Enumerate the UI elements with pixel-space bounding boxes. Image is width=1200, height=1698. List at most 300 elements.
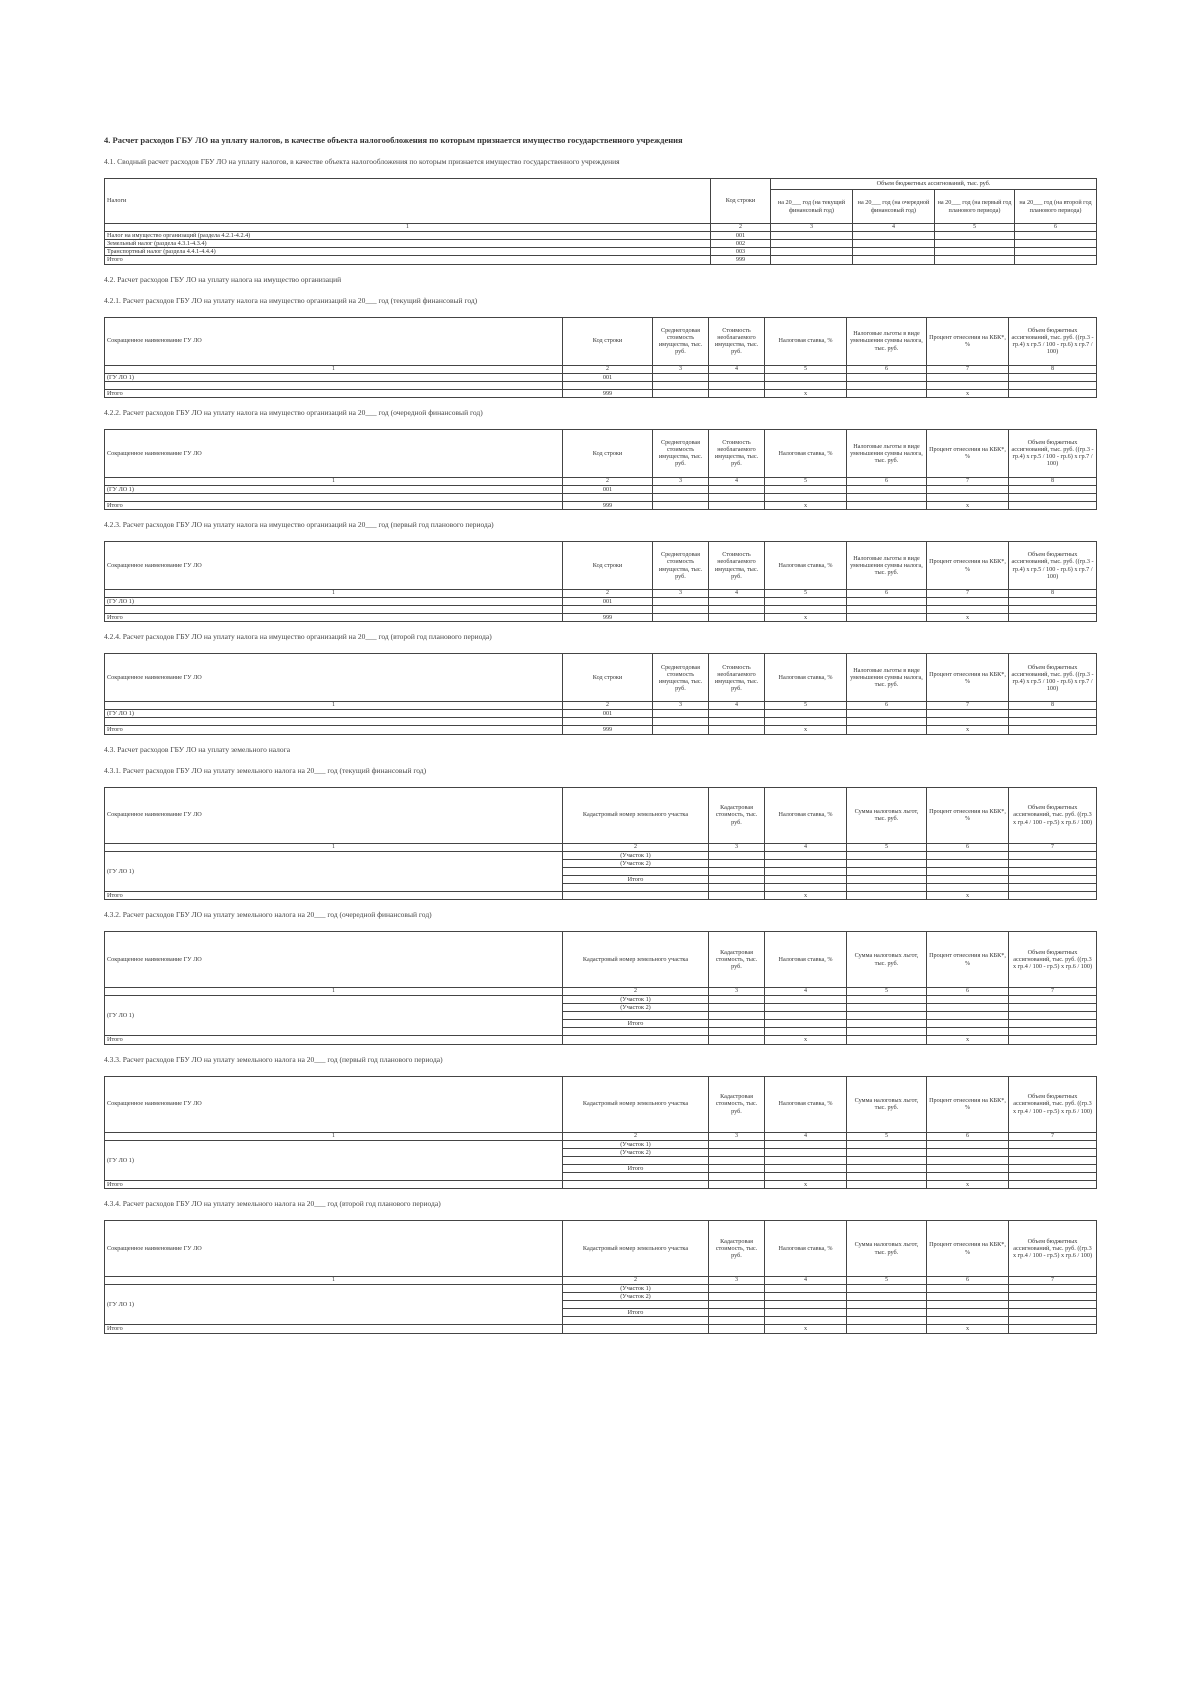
x-mark: x bbox=[765, 501, 847, 509]
row-code: 001 bbox=[711, 232, 771, 240]
col-header-name: Сокращенное наименование ГУ ЛО bbox=[105, 787, 563, 843]
land-tax-table bbox=[104, 787, 1097, 901]
value-cell[interactable] bbox=[1009, 389, 1097, 397]
col-header-3: Среднегодовая стоимость имущества, тыс. руб. bbox=[653, 542, 709, 590]
col-num: 1 bbox=[105, 1132, 563, 1140]
table-row-total bbox=[105, 614, 1097, 622]
value-cell[interactable] bbox=[847, 851, 927, 859]
col-header-6: Налоговые льготы в виде уменьшения суммы налога, тыс. руб. bbox=[847, 654, 927, 702]
value-cell[interactable] bbox=[847, 710, 927, 718]
col-num: 4 bbox=[709, 702, 765, 710]
col-num: 6 bbox=[927, 988, 1009, 996]
col-header-5: Сумма налоговых льгот, тыс. руб. bbox=[847, 932, 927, 988]
value-cell[interactable] bbox=[1009, 373, 1097, 381]
value-cell[interactable] bbox=[927, 1293, 1009, 1301]
value-cell[interactable] bbox=[1009, 891, 1097, 899]
row-label: Итого bbox=[105, 256, 711, 264]
value-cell[interactable] bbox=[709, 726, 765, 734]
col-num: 7 bbox=[1009, 988, 1097, 996]
col-header-name: Сокращенное наименование ГУ ЛО bbox=[105, 654, 563, 702]
row-code: 001 bbox=[563, 598, 653, 606]
col-num: 1 bbox=[105, 477, 563, 485]
col-header-2: Кадастровый номер земельного участка bbox=[563, 1076, 709, 1132]
col-header-5: Сумма налоговых льгот, тыс. руб. bbox=[847, 1076, 927, 1132]
column-numbers-row bbox=[105, 702, 1097, 710]
value-cell[interactable] bbox=[1009, 1020, 1097, 1028]
total-label: Итого bbox=[105, 501, 563, 509]
value-cell[interactable] bbox=[1009, 1180, 1097, 1188]
x-mark: x bbox=[765, 891, 847, 899]
value-cell[interactable] bbox=[765, 1293, 847, 1301]
col-header-2: Кадастровый номер земельного участка bbox=[563, 932, 709, 988]
value-cell[interactable] bbox=[653, 501, 709, 509]
col-num: 5 bbox=[847, 988, 927, 996]
plot-label: (Участок 1) bbox=[563, 851, 709, 859]
value-cell[interactable] bbox=[765, 1020, 847, 1028]
col-num: 4 bbox=[709, 590, 765, 598]
org-name: (ГУ ЛО 1) bbox=[105, 1285, 563, 1325]
value-cell[interactable] bbox=[709, 1293, 765, 1301]
value-cell[interactable] bbox=[765, 996, 847, 1004]
land-tax-table bbox=[104, 1076, 1097, 1190]
value-cell[interactable] bbox=[653, 389, 709, 397]
value-cell[interactable] bbox=[653, 598, 709, 606]
row-code: 001 bbox=[563, 485, 653, 493]
col-header-7: Объем бюджетных ассигнований, тыс. руб. ((гр.3 x гр.4 / 100 - гр.5) x гр.6 / 100) bbox=[1009, 932, 1097, 988]
value-cell[interactable] bbox=[709, 859, 765, 867]
plot-label: (Участок 2) bbox=[563, 859, 709, 867]
value-cell[interactable] bbox=[709, 614, 765, 622]
col-num: 6 bbox=[847, 477, 927, 485]
col-header-4: на 20___ год (на очередной финансовый год) bbox=[853, 190, 935, 224]
value-cell[interactable] bbox=[847, 1180, 927, 1188]
value-cell[interactable] bbox=[847, 1148, 927, 1156]
value-cell[interactable] bbox=[1009, 598, 1097, 606]
value-cell[interactable] bbox=[935, 232, 1015, 240]
col-header-4: Налоговая ставка, % bbox=[765, 787, 847, 843]
value-cell[interactable] bbox=[709, 875, 765, 883]
table-row-total bbox=[105, 389, 1097, 397]
col-num: 7 bbox=[1009, 843, 1097, 851]
x-mark: x bbox=[765, 1325, 847, 1333]
total-label: Итого bbox=[105, 891, 563, 899]
col-header-3: на 20___ год (на текущий финансовый год) bbox=[771, 190, 853, 224]
col-header-7: Объем бюджетных ассигнований, тыс. руб. ((гр.3 x гр.4 / 100 - гр.5) x гр.6 / 100) bbox=[1009, 1076, 1097, 1132]
col-num: 3 bbox=[709, 843, 765, 851]
value-cell[interactable] bbox=[927, 1004, 1009, 1012]
value-cell[interactable] bbox=[653, 485, 709, 493]
col-header-6: Процент отнесения на КБК*, % bbox=[927, 1221, 1009, 1277]
col-header-8: Объем бюджетных ассигнований, тыс. руб. ((гр.3 - гр.4) x гр.5 / 100 - гр.6) x гр.7 / 100) bbox=[1009, 542, 1097, 590]
value-cell[interactable] bbox=[847, 1325, 927, 1333]
value-cell[interactable] bbox=[927, 1148, 1009, 1156]
value-cell[interactable] bbox=[653, 614, 709, 622]
value-cell[interactable] bbox=[927, 875, 1009, 883]
column-numbers-row bbox=[105, 843, 1097, 851]
value-cell[interactable] bbox=[847, 373, 927, 381]
value-cell[interactable] bbox=[1009, 1309, 1097, 1317]
col-num: 1 bbox=[105, 224, 711, 232]
value-cell[interactable] bbox=[1009, 1325, 1097, 1333]
table-row-total bbox=[105, 1036, 1097, 1044]
value-cell[interactable] bbox=[709, 1004, 765, 1012]
value-cell[interactable] bbox=[709, 1285, 765, 1293]
value-cell[interactable] bbox=[1009, 996, 1097, 1004]
value-cell[interactable] bbox=[847, 891, 927, 899]
value-cell[interactable] bbox=[927, 1164, 1009, 1172]
col-header-name: Сокращенное наименование ГУ ЛО bbox=[105, 932, 563, 988]
value-cell[interactable] bbox=[847, 1309, 927, 1317]
row-label: Налог на имущество организаций (раздела 4.2.1-4.2.4) bbox=[105, 232, 711, 240]
value-cell[interactable] bbox=[847, 598, 927, 606]
col-header-3: Среднегодовая стоимость имущества, тыс. руб. bbox=[653, 429, 709, 477]
col-header-name: Сокращенное наименование ГУ ЛО bbox=[105, 429, 563, 477]
value-cell[interactable] bbox=[709, 891, 765, 899]
col-num: 8 bbox=[1009, 702, 1097, 710]
value-cell[interactable] bbox=[709, 996, 765, 1004]
value-cell[interactable] bbox=[771, 240, 853, 248]
x-mark: x bbox=[927, 1325, 1009, 1333]
value-cell[interactable] bbox=[847, 996, 927, 1004]
value-cell[interactable] bbox=[1009, 1293, 1097, 1301]
col-header-7: Процент отнесения на КБК*, % bbox=[927, 429, 1009, 477]
col-header-code: Код строки bbox=[563, 317, 653, 365]
value-cell[interactable] bbox=[1009, 501, 1097, 509]
value-cell[interactable] bbox=[1015, 256, 1097, 264]
row-code: 999 bbox=[563, 614, 653, 622]
col-num: 1 bbox=[105, 1277, 563, 1285]
col-num: 3 bbox=[709, 1277, 765, 1285]
col-num: 1 bbox=[105, 590, 563, 598]
col-header-name: Сокращенное наименование ГУ ЛО bbox=[105, 317, 563, 365]
value-cell[interactable] bbox=[1009, 1148, 1097, 1156]
col-header-name: Сокращенное наименование ГУ ЛО bbox=[105, 542, 563, 590]
subsection-heading: 4.3.1. Расчет расходов ГБУ ЛО на уплату земельного налога на 20___ год (текущий финансовый год) bbox=[104, 765, 427, 775]
land-tax-table bbox=[104, 931, 1097, 1045]
col-header-5: Налоговая ставка, % bbox=[765, 654, 847, 702]
value-cell[interactable] bbox=[935, 240, 1015, 248]
col-num: 3 bbox=[709, 1132, 765, 1140]
col-header-3: Кадастровая стоимость, тыс. руб. bbox=[709, 787, 765, 843]
value-cell[interactable] bbox=[1009, 1164, 1097, 1172]
col-header-5: Налоговая ставка, % bbox=[765, 317, 847, 365]
value-cell[interactable] bbox=[709, 1309, 765, 1317]
value-cell[interactable] bbox=[927, 1309, 1009, 1317]
value-cell[interactable] bbox=[1009, 614, 1097, 622]
table-row bbox=[105, 710, 1097, 718]
column-numbers-row bbox=[105, 365, 1097, 373]
total-label: Итого bbox=[105, 389, 563, 397]
section-4-3-heading: 4.3. Расчет расходов ГБУ ЛО на уплату земельного налога bbox=[104, 744, 291, 754]
plot-label: (Участок 1) bbox=[563, 1285, 709, 1293]
col-header-5: на 20___ год (на первый год планового периода) bbox=[935, 190, 1015, 224]
subsection-heading: 4.2.1. Расчет расходов ГБУ ЛО на уплату налога на имущество организаций на 20___ год (текущий финансовый год) bbox=[104, 295, 478, 305]
value-cell[interactable] bbox=[927, 851, 1009, 859]
value-cell[interactable] bbox=[927, 996, 1009, 1004]
column-numbers-row bbox=[105, 224, 1097, 232]
col-header-3: Среднегодовая стоимость имущества, тыс. руб. bbox=[653, 317, 709, 365]
subtotal-label: Итого bbox=[563, 875, 709, 883]
value-cell[interactable] bbox=[709, 710, 765, 718]
value-cell[interactable] bbox=[847, 859, 927, 867]
subtotal-label: Итого bbox=[563, 1309, 709, 1317]
col-num: 7 bbox=[1009, 1277, 1097, 1285]
col-header-6: на 20___ год (на второй год планового периода) bbox=[1015, 190, 1097, 224]
value-cell[interactable] bbox=[935, 248, 1015, 256]
table-row bbox=[105, 373, 1097, 381]
value-cell[interactable] bbox=[765, 851, 847, 859]
property-tax-table bbox=[104, 429, 1097, 510]
value-cell[interactable] bbox=[765, 1309, 847, 1317]
table-row bbox=[105, 248, 1097, 256]
value-cell[interactable] bbox=[1009, 851, 1097, 859]
col-num: 4 bbox=[765, 1277, 847, 1285]
value-cell[interactable] bbox=[765, 1285, 847, 1293]
org-name: (ГУ ЛО 1) bbox=[105, 996, 563, 1036]
col-header-group: Объем бюджетных ассигнований, тыс. руб. bbox=[771, 179, 1097, 190]
table-row bbox=[105, 493, 1097, 501]
value-cell[interactable] bbox=[927, 1140, 1009, 1148]
value-cell[interactable] bbox=[853, 232, 935, 240]
summary-table bbox=[104, 178, 1097, 265]
subtotal-label: Итого bbox=[563, 1020, 709, 1028]
col-header-5: Сумма налоговых льгот, тыс. руб. bbox=[847, 1221, 927, 1277]
subsection-heading: 4.3.2. Расчет расходов ГБУ ЛО на уплату земельного налога на 20___ год (очередной финансовый год) bbox=[104, 910, 432, 919]
col-num: 4 bbox=[765, 843, 847, 851]
row-code: 999 bbox=[563, 389, 653, 397]
table-row-total bbox=[105, 891, 1097, 899]
value-cell[interactable] bbox=[847, 485, 927, 493]
col-header-6: Процент отнесения на КБК*, % bbox=[927, 1076, 1009, 1132]
col-num: 4 bbox=[709, 365, 765, 373]
total-label: Итого bbox=[105, 1180, 563, 1188]
value-cell[interactable] bbox=[709, 1036, 765, 1044]
col-header-code: Код строки bbox=[563, 542, 653, 590]
col-header-6: Налоговые льготы в виде уменьшения суммы налога, тыс. руб. bbox=[847, 317, 927, 365]
value-cell[interactable] bbox=[709, 1148, 765, 1156]
x-mark: x bbox=[927, 614, 1009, 622]
org-name: (ГУ ЛО 1) bbox=[105, 851, 563, 891]
column-numbers-row bbox=[105, 988, 1097, 996]
row-code: 999 bbox=[711, 256, 771, 264]
value-cell[interactable] bbox=[1015, 232, 1097, 240]
col-header-3: Кадастровая стоимость, тыс. руб. bbox=[709, 1221, 765, 1277]
col-num: 8 bbox=[1009, 477, 1097, 485]
value-cell[interactable] bbox=[765, 1148, 847, 1156]
col-header-6: Налоговые льготы в виде уменьшения суммы налога, тыс. руб. bbox=[847, 542, 927, 590]
col-header-4: Стоимость необлагаемого имущества, тыс. руб. bbox=[709, 542, 765, 590]
col-num: 5 bbox=[765, 477, 847, 485]
value-cell[interactable] bbox=[765, 1164, 847, 1172]
row-label: Транспортный налог (раздела 4.4.1-4.4.4) bbox=[105, 248, 711, 256]
value-cell[interactable] bbox=[765, 1140, 847, 1148]
value-cell[interactable] bbox=[1009, 1036, 1097, 1044]
value-cell[interactable] bbox=[653, 373, 709, 381]
value-cell[interactable] bbox=[1015, 248, 1097, 256]
value-cell[interactable] bbox=[927, 485, 1009, 493]
value-cell[interactable] bbox=[847, 1293, 927, 1301]
col-header-6: Процент отнесения на КБК*, % bbox=[927, 932, 1009, 988]
col-header-7: Объем бюджетных ассигнований, тыс. руб. ((гр.3 x гр.4 / 100 - гр.5) x гр.6 / 100) bbox=[1009, 1221, 1097, 1277]
plot-label: (Участок 2) bbox=[563, 1293, 709, 1301]
value-cell[interactable] bbox=[765, 875, 847, 883]
col-num: 5 bbox=[935, 224, 1015, 232]
table-row bbox=[105, 851, 1097, 859]
value-cell[interactable] bbox=[927, 373, 1009, 381]
value-cell[interactable] bbox=[847, 1140, 927, 1148]
org-name: (ГУ ЛО 1) bbox=[105, 1140, 563, 1180]
value-cell[interactable] bbox=[1009, 875, 1097, 883]
col-header-8: Объем бюджетных ассигнований, тыс. руб. ((гр.3 - гр.4) x гр.5 / 100 - гр.6) x гр.7 / 100) bbox=[1009, 429, 1097, 477]
col-header-7: Процент отнесения на КБК*, % bbox=[927, 317, 1009, 365]
x-mark: x bbox=[765, 1036, 847, 1044]
total-label: Итого bbox=[105, 726, 563, 734]
plot-label: (Участок 1) bbox=[563, 1140, 709, 1148]
value-cell[interactable] bbox=[765, 710, 847, 718]
total-label: Итого bbox=[105, 1325, 563, 1333]
value-cell[interactable] bbox=[847, 1285, 927, 1293]
property-tax-table bbox=[104, 653, 1097, 734]
col-header-7: Объем бюджетных ассигнований, тыс. руб. ((гр.3 x гр.4 / 100 - гр.5) x гр.6 / 100) bbox=[1009, 787, 1097, 843]
value-cell[interactable] bbox=[1009, 1140, 1097, 1148]
value-cell[interactable] bbox=[709, 1164, 765, 1172]
x-mark: x bbox=[765, 614, 847, 622]
value-cell[interactable] bbox=[847, 614, 927, 622]
value-cell[interactable] bbox=[1009, 726, 1097, 734]
value-cell[interactable] bbox=[709, 389, 765, 397]
col-num: 5 bbox=[847, 1132, 927, 1140]
value-cell[interactable] bbox=[709, 1180, 765, 1188]
value-cell[interactable] bbox=[771, 248, 853, 256]
value-cell[interactable] bbox=[709, 485, 765, 493]
section-4-1-heading: 4.1. Сводный расчет расходов ГБУ ЛО на уплату налогов, в качестве объекта налогообложения по которым признается имущество государственного учреждения bbox=[104, 157, 620, 166]
col-num: 3 bbox=[653, 477, 709, 485]
value-cell[interactable] bbox=[1009, 710, 1097, 718]
column-numbers-row bbox=[105, 1277, 1097, 1285]
col-num: 4 bbox=[765, 1132, 847, 1140]
value-cell[interactable] bbox=[847, 1164, 927, 1172]
col-header-7: Процент отнесения на КБК*, % bbox=[927, 654, 1009, 702]
value-cell[interactable] bbox=[1015, 240, 1097, 248]
col-num: 2 bbox=[563, 1132, 709, 1140]
value-cell[interactable] bbox=[847, 726, 927, 734]
value-cell[interactable] bbox=[765, 1004, 847, 1012]
value-cell[interactable] bbox=[709, 1140, 765, 1148]
value-cell[interactable] bbox=[927, 859, 1009, 867]
value-cell[interactable] bbox=[765, 373, 847, 381]
value-cell[interactable] bbox=[1009, 1004, 1097, 1012]
table-row-total bbox=[105, 1325, 1097, 1333]
value-cell[interactable] bbox=[709, 373, 765, 381]
value-cell[interactable] bbox=[709, 1020, 765, 1028]
property-tax-table bbox=[104, 541, 1097, 622]
col-header-5: Сумма налоговых льгот, тыс. руб. bbox=[847, 787, 927, 843]
value-cell[interactable] bbox=[853, 240, 935, 248]
table-row bbox=[105, 381, 1097, 389]
org-name: (ГУ ЛО 1) bbox=[105, 710, 563, 718]
value-cell[interactable] bbox=[765, 485, 847, 493]
table-row-total bbox=[105, 726, 1097, 734]
value-cell[interactable] bbox=[653, 710, 709, 718]
value-cell[interactable] bbox=[853, 248, 935, 256]
value-cell[interactable] bbox=[935, 256, 1015, 264]
value-cell[interactable] bbox=[771, 256, 853, 264]
x-mark: x bbox=[927, 389, 1009, 397]
col-header-code: Код строки bbox=[563, 429, 653, 477]
value-cell[interactable] bbox=[1009, 485, 1097, 493]
col-header-6: Налоговые льготы в виде уменьшения суммы налога, тыс. руб. bbox=[847, 429, 927, 477]
col-num: 2 bbox=[563, 477, 653, 485]
row-code: 999 bbox=[563, 726, 653, 734]
col-num: 2 bbox=[563, 843, 709, 851]
col-num: 1 bbox=[105, 988, 563, 996]
property-tax-tables bbox=[104, 296, 1096, 735]
col-num: 5 bbox=[765, 702, 847, 710]
col-header-4: Налоговая ставка, % bbox=[765, 932, 847, 988]
value-cell[interactable] bbox=[847, 1036, 927, 1044]
col-num: 6 bbox=[927, 843, 1009, 851]
x-mark: x bbox=[927, 891, 1009, 899]
value-cell[interactable] bbox=[1009, 1285, 1097, 1293]
table-row bbox=[105, 1285, 1097, 1293]
x-mark: x bbox=[927, 501, 1009, 509]
table-row bbox=[105, 718, 1097, 726]
value-cell[interactable] bbox=[847, 875, 927, 883]
value-cell[interactable] bbox=[765, 598, 847, 606]
value-cell[interactable] bbox=[765, 859, 847, 867]
col-num: 7 bbox=[927, 477, 1009, 485]
value-cell[interactable] bbox=[847, 1020, 927, 1028]
col-num: 5 bbox=[765, 590, 847, 598]
table-row-total bbox=[105, 1180, 1097, 1188]
subsection-heading: 4.3.3. Расчет расходов ГБУ ЛО на уплату земельного налога на 20___ год (первый год планового периода) bbox=[104, 1054, 443, 1064]
value-cell[interactable] bbox=[709, 851, 765, 859]
col-num: 1 bbox=[105, 365, 563, 373]
col-num: 7 bbox=[927, 590, 1009, 598]
value-cell[interactable] bbox=[847, 389, 927, 397]
value-cell[interactable] bbox=[653, 726, 709, 734]
value-cell[interactable] bbox=[847, 1004, 927, 1012]
col-num: 2 bbox=[563, 365, 653, 373]
col-header-4: Стоимость необлагаемого имущества, тыс. руб. bbox=[709, 654, 765, 702]
value-cell[interactable] bbox=[709, 1325, 765, 1333]
value-cell[interactable] bbox=[927, 1020, 1009, 1028]
col-num: 5 bbox=[847, 1277, 927, 1285]
table-row bbox=[105, 1140, 1097, 1148]
value-cell[interactable] bbox=[709, 598, 765, 606]
org-name: (ГУ ЛО 1) bbox=[105, 598, 563, 606]
col-num: 2 bbox=[711, 224, 771, 232]
col-num: 6 bbox=[1015, 224, 1097, 232]
col-num: 3 bbox=[653, 590, 709, 598]
value-cell[interactable] bbox=[709, 501, 765, 509]
table-row bbox=[105, 485, 1097, 493]
row-code: 001 bbox=[563, 710, 653, 718]
value-cell[interactable] bbox=[771, 232, 853, 240]
col-header-8: Объем бюджетных ассигнований, тыс. руб. ((гр.3 - гр.4) x гр.5 / 100 - гр.6) x гр.7 / 100) bbox=[1009, 317, 1097, 365]
value-cell[interactable] bbox=[847, 501, 927, 509]
value-cell[interactable] bbox=[927, 598, 1009, 606]
value-cell[interactable] bbox=[1009, 859, 1097, 867]
value-cell[interactable] bbox=[853, 256, 935, 264]
value-cell[interactable] bbox=[927, 710, 1009, 718]
col-num: 3 bbox=[771, 224, 853, 232]
col-num: 3 bbox=[653, 365, 709, 373]
value-cell[interactable] bbox=[927, 1285, 1009, 1293]
col-header-code: Код строки bbox=[563, 654, 653, 702]
col-num: 6 bbox=[927, 1277, 1009, 1285]
col-num: 6 bbox=[847, 365, 927, 373]
